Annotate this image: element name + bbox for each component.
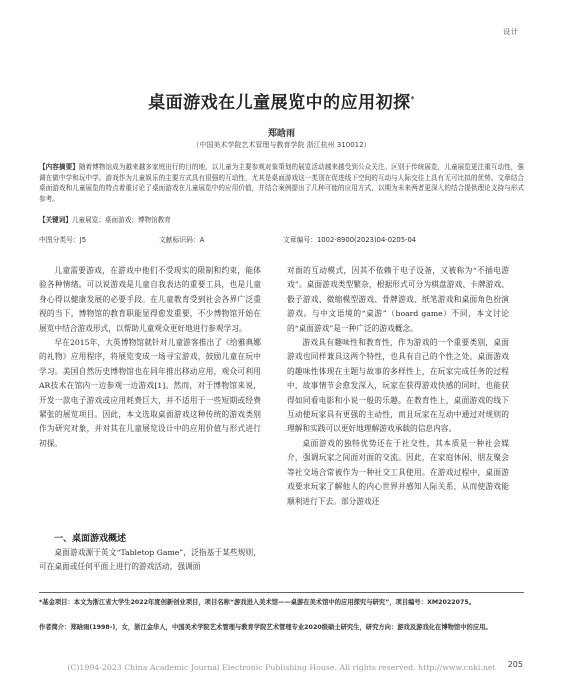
author-bio-footnote: 作者简介：郑晗雨(1998-)，女，浙江金华人，中国美术学院艺术管理与教育学院艺术管理专业2020级硕士研究生，研究方向：游戏及游戏化在博物馆中的应用。 [39,624,492,631]
copyright-watermark: (C)1994-2023 China Academic Journal Electronic Publishing House. All rights reserved. http://www.cnki.net [67,663,496,672]
body-paragraph: 桌面游戏的独特优势还在于社交性，其本质是一种社会媒介，强调玩家之间面对面的交流。因此，在家庭休闲、朋友聚会等社交场合常被作为一种社交工具使用。在游戏过程中，桌面游戏要求玩家了解他人的内心世界并感知人际关系，从而使游戏能顺利进行下去。部分游戏还 [287,438,509,506]
abstract-text: 随着博物馆成为越来越多家庭出行的目的地，以儿童为主要参观对象策划的展览活动越来越受到公众关注。区别于传统展览，儿童展览更注重互动性，强调在做中学和玩中学。游戏作为儿童娱乐的主要方式具有很强的互动性，尤其是桌面游戏这一类别在促进线下空间的互动与人际交往上具有无可比拟的优势。文章结合桌面游戏和儿童展览的特点着重讨论了桌面游戏在儿童展览中的应用价值，并结合案例提出了几种可能的应用方式，以期为未来两者更深入的结合提供理论支持与形式参考。 [39,163,525,203]
keywords-label: 【关键词】 [39,216,72,224]
footnote-divider [39,592,524,593]
article-title [0,88,563,113]
body-paragraph: 早在2015年，大英博物馆就针对儿童游客推出了《给雅典娜的礼物》应用程序，将展览变成一场寻宝游戏，鼓励儿童在玩中学习。美国自然历史博物馆也在同年推出移动应用，观众可利用AR技术在馆内一边参观一边游戏[1]。然而，对于博物馆来说，开发一款电子游戏或应用耗费巨大，并不适用于一些短期或经费紧张的展览项目。因此，本文选取桌面游戏这种传统的游戏类别作为研究对象，并对其在儿童展览设计中的应用价值与形式进行初探。 [39,338,261,448]
clc-number: 中图分类号：J5 [39,236,87,244]
body-left-column-continued [39,546,261,575]
body-paragraph: 对面的互动模式，因其不依赖于电子设备，又被称为“不插电游戏”。桌面游戏类型繁杂，根据形式可分为棋盘游戏、卡牌游戏、骰子游戏、微缩模型游戏、骨牌游戏、纸笔游戏和桌面角色扮演游戏。与中文语境的“桌游”（board game）不同，本文讨论的“桌面游戏”是一种广泛的游戏概念。 [287,266,509,333]
title-footnote-mark: * [410,94,415,104]
document-code: 文献标识码：A [159,236,205,244]
body-paragraph: 游戏具有趣味性和教育性，作为游戏的一个重要类别，桌面游戏也同样兼具这两个特性，也具有自己的个性之处。桌面游戏的趣味性体现在主题与故事的多样性上，在玩家完成任务的过程中，故事情节会愈发深入，玩家在获得游戏快感的同时，也能获得如同看电影和小说一般的乐趣。在教育性上，桌面游戏的线下互动使玩家具有更强的主动性，而且玩家在互动中通过对规则的理解和实践可以更好地理解游戏承载的信息内容。 [287,338,509,434]
article-title-text: 桌面游戏在儿童展览中的应用初探 [148,93,411,113]
body-right-column [287,264,509,509]
author-name: 郑晗雨 [267,129,295,139]
author-affiliation: （中国美术学院艺术管理与教育学院 浙江杭州 310012） [192,141,371,149]
body-left-column [39,264,261,451]
keywords [39,215,524,226]
abstract-label: 【内容摘要】 [39,163,79,171]
keywords-text: 儿童展览；桌面游戏；博物馆教育 [71,216,171,224]
body-paragraph: 桌面游戏源于英文“Tabletop Game”，泛指基于某些规则，可在桌面或任何平面上进行的游戏活动，强调面 [39,548,261,572]
body-paragraph: 儿童需要游戏，在游戏中他们不受现实的限制和约束，能体验各种情绪。可以说游戏是儿童自我表达的重要工具，也是儿童身心得以健康发展的必要手段。在儿童教育受到社会各界广泛重视的当下，博物馆的教育职能显得愈发重要，不少博物馆开始在展览中结合游戏形式，以帮助儿童观众更好地进行参观学习。 [39,266,261,333]
fund-footnote: *基金项目：本文为浙江省大学生2022年度创新创业项目，项目名称“游戏进入美术馆——桌游在美术馆中的应用探究与研究”，项目编号：XM2022075。 [39,599,476,606]
page-number: 205 [507,660,523,669]
abstract [39,162,524,204]
section-heading: 一、桌面游戏概述 [54,534,127,544]
section-label: 设计 [503,28,519,36]
article-number: 文章编号：1002-8900(2023)04-0205-04 [283,236,417,244]
